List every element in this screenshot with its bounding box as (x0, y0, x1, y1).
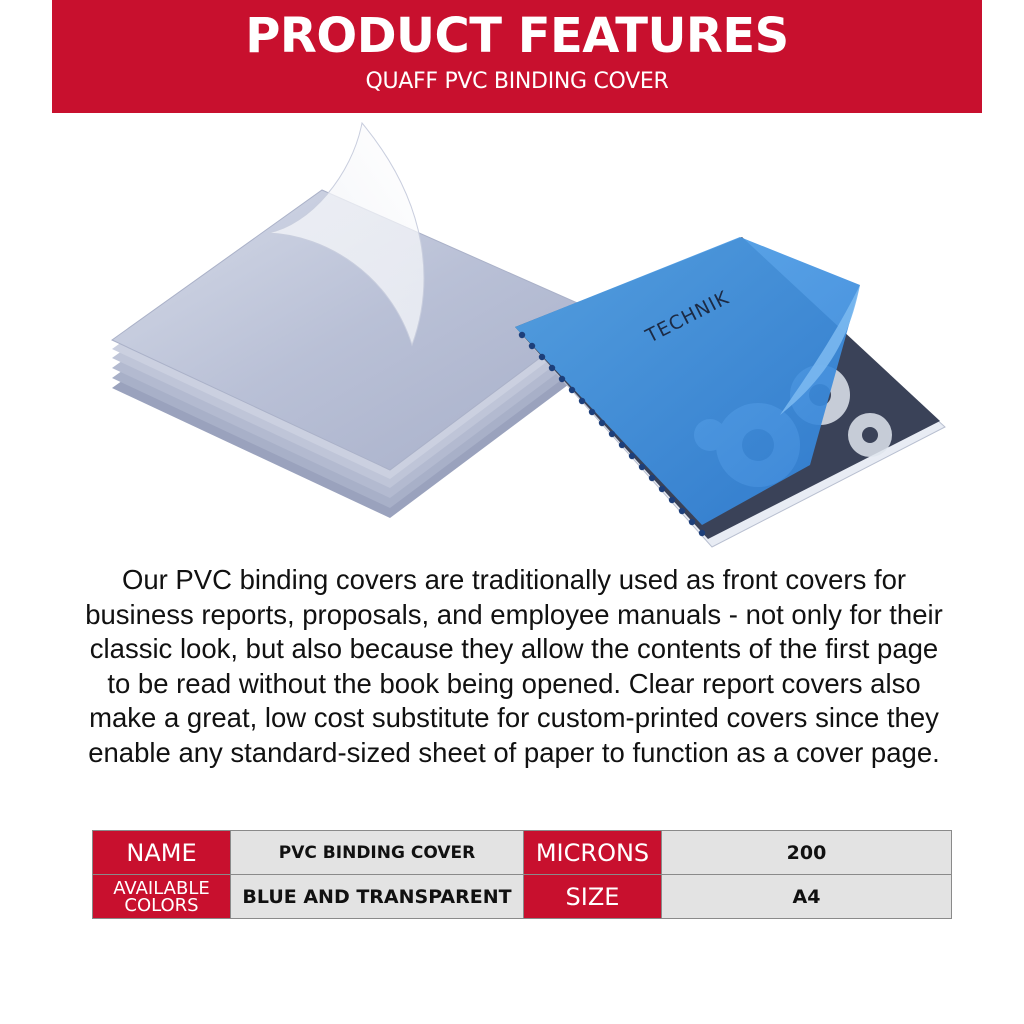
size-value: A4 (662, 875, 952, 919)
product-image (90, 115, 960, 560)
table-row (93, 875, 952, 919)
colors-value: BLUE AND TRANSPARENT (231, 875, 524, 919)
cover-title-text: TECHNIK (642, 286, 733, 348)
size-label: SIZE (524, 875, 662, 919)
page-title: PRODUCT FEATURES (245, 8, 789, 64)
spec-table (92, 830, 952, 919)
microns-value: 200 (662, 831, 952, 875)
name-label: NAME (93, 831, 231, 875)
microns-label: MICRONS (524, 831, 662, 875)
sheet-stack (112, 123, 600, 518)
header-banner (52, 0, 982, 113)
table-row (93, 831, 952, 875)
product-description: Our PVC binding covers are traditionally used as front covers for business reports, proposals, and employee manuals - not only for their classic look, but also because they allow the contents of the first page to be read without the book being opened. Clear report covers also make a great, low cost substitute for custom-printed covers since they enable any standard-sized sheet of paper to function as a cover page. (85, 564, 943, 768)
page-subtitle: QUAFF PVC BINDING COVER (365, 69, 669, 94)
bound-booklet (515, 237, 945, 547)
name-value: PVC BINDING COVER (231, 831, 524, 875)
colors-label: AVAILABLE COLORS (93, 875, 231, 919)
